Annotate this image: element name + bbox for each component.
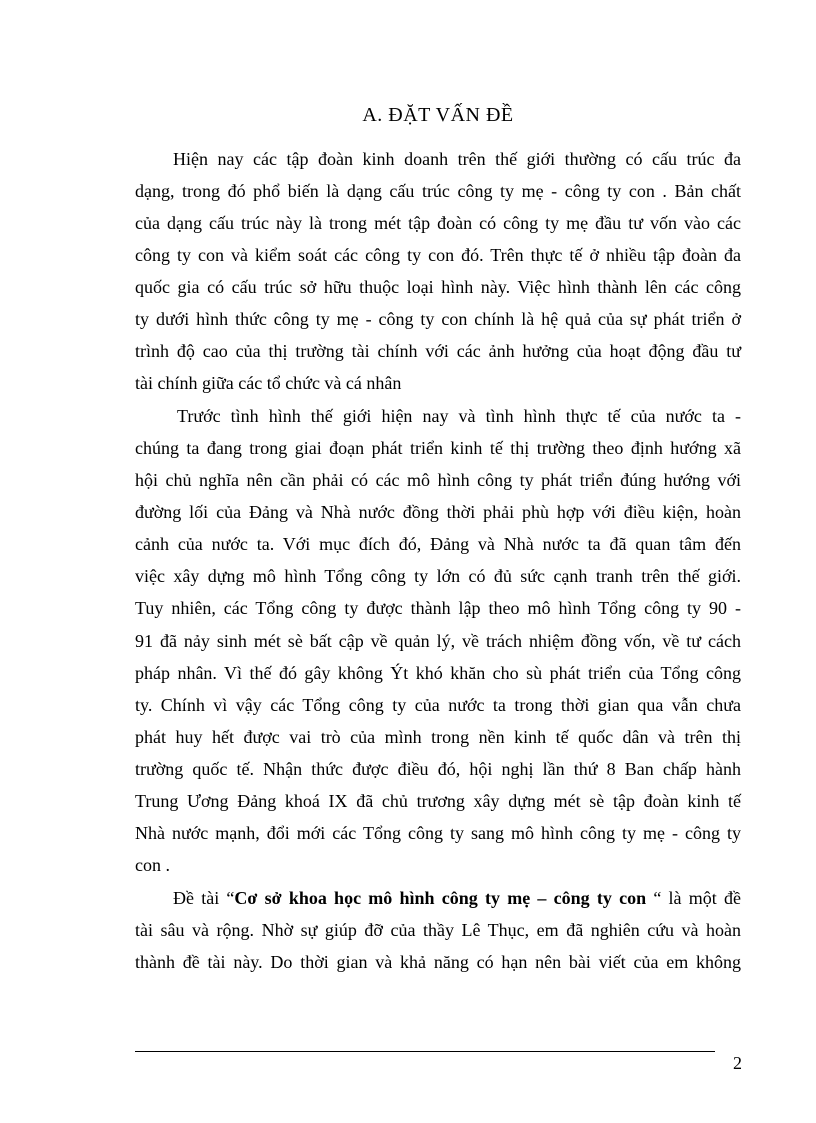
text-line: ty dưới hình thức công ty mẹ - công ty con chính là hệ quả của sự phát triển ở [135,309,741,329]
text-line: chúng ta đang trong giai đoạn phát triển kinh tế thị trường theo định hướng xã [135,438,741,458]
text-line: ty. Chính vì vậy các Tổng công ty của nước ta trong thời gian qua vẫn chưa [135,695,741,715]
footer-divider [135,1051,715,1052]
text-line: của dạng cấu trúc này là trong mét tập đoàn có công ty mẹ đầu tư vốn vào các [135,213,741,233]
text-line: dạng, trong đó phổ biến là dạng cấu trúc công ty mẹ - công ty con . Bản chất [135,181,741,201]
text-line: tài chính giữa các tổ chức và cá nhân [135,373,402,393]
text-line: Trước tình hình thế giới hiện nay và tình hình thực tế của nước ta - [177,406,741,426]
text-line: thành đề tài này. Do thời gian và khả năng có hạn nên bài viết của em không [135,952,741,972]
text-line: Nhà nước mạnh, đổi mới các Tổng công ty sang mô hình công ty mẹ - công ty [135,823,741,843]
text-line: đường lối của Đảng và Nhà nước đồng thời phải phù hợp với điều kiện, hoàn [135,502,741,522]
page-number: 2 [733,1053,742,1073]
text-line: pháp nhân. Vì thế đó gây không Ýt khó khăn cho sù phát triển của Tổng công [135,663,741,683]
text-line: công ty con và kiểm soát các công ty con đó. Trên thực tế ở nhiều tập đoàn đa [135,245,741,265]
text-line: quốc gia có cấu trúc sở hữu thuộc loại hình này. Việc hình thành lên các công [135,277,741,297]
text-line: con . [135,855,170,875]
text-line: trường quốc tế. Nhận thức được điều đó, hội nghị lần thứ 8 Ban chấp hành [135,759,741,779]
text-line: Tuy nhiên, các Tổng công ty được thành lập theo mô hình Tổng công ty 90 - [135,598,741,618]
text-line: Trung Ương Đảng khoá IX đã chủ trương xây dựng mét sè tập đoàn kinh tế [135,791,741,811]
section-title: A. ĐẶT VẤN ĐỀ [362,104,514,126]
text-line: trình độ cao của thị trường tài chính với các ảnh hưởng của hoạt động đầu tư [135,341,741,361]
text-line: cảnh của nước ta. Với mục đích đó, Đảng và Nhà nước ta đã quan tâm đến [135,534,741,554]
text-line [173,887,741,909]
topic-title: Cơ sở khoa học mô hình công ty mẹ – công ty con [234,888,647,908]
text-line: tài sâu và rộng. Nhờ sự giúp đỡ của thầy Lê Thục, em đã nghiên cứu và hoàn [135,920,741,940]
text-line: Hiện nay các tập đoàn kinh doanh trên thế giới thường có cấu trúc đa [173,149,741,169]
text-line: việc xây dựng mô hình Tổng công ty lớn có đủ sức cạnh tranh trên thế giới. [135,566,741,586]
topic-prefix: Đề tài “ [173,888,235,908]
text-line: hội chủ nghĩa nên cần phải có các mô hình công ty phát triển đúng hướng với [135,470,741,490]
text-line: 91 đã nảy sinh mét sè bất cập về quản lý, về trách nhiệm đồng vốn, về tư cách [135,631,741,651]
topic-suffix: “ là một đề [646,888,741,908]
text-line: phát huy hết được vai trò của mình trong nền kinh tế quốc dân và trên thị [135,727,741,747]
